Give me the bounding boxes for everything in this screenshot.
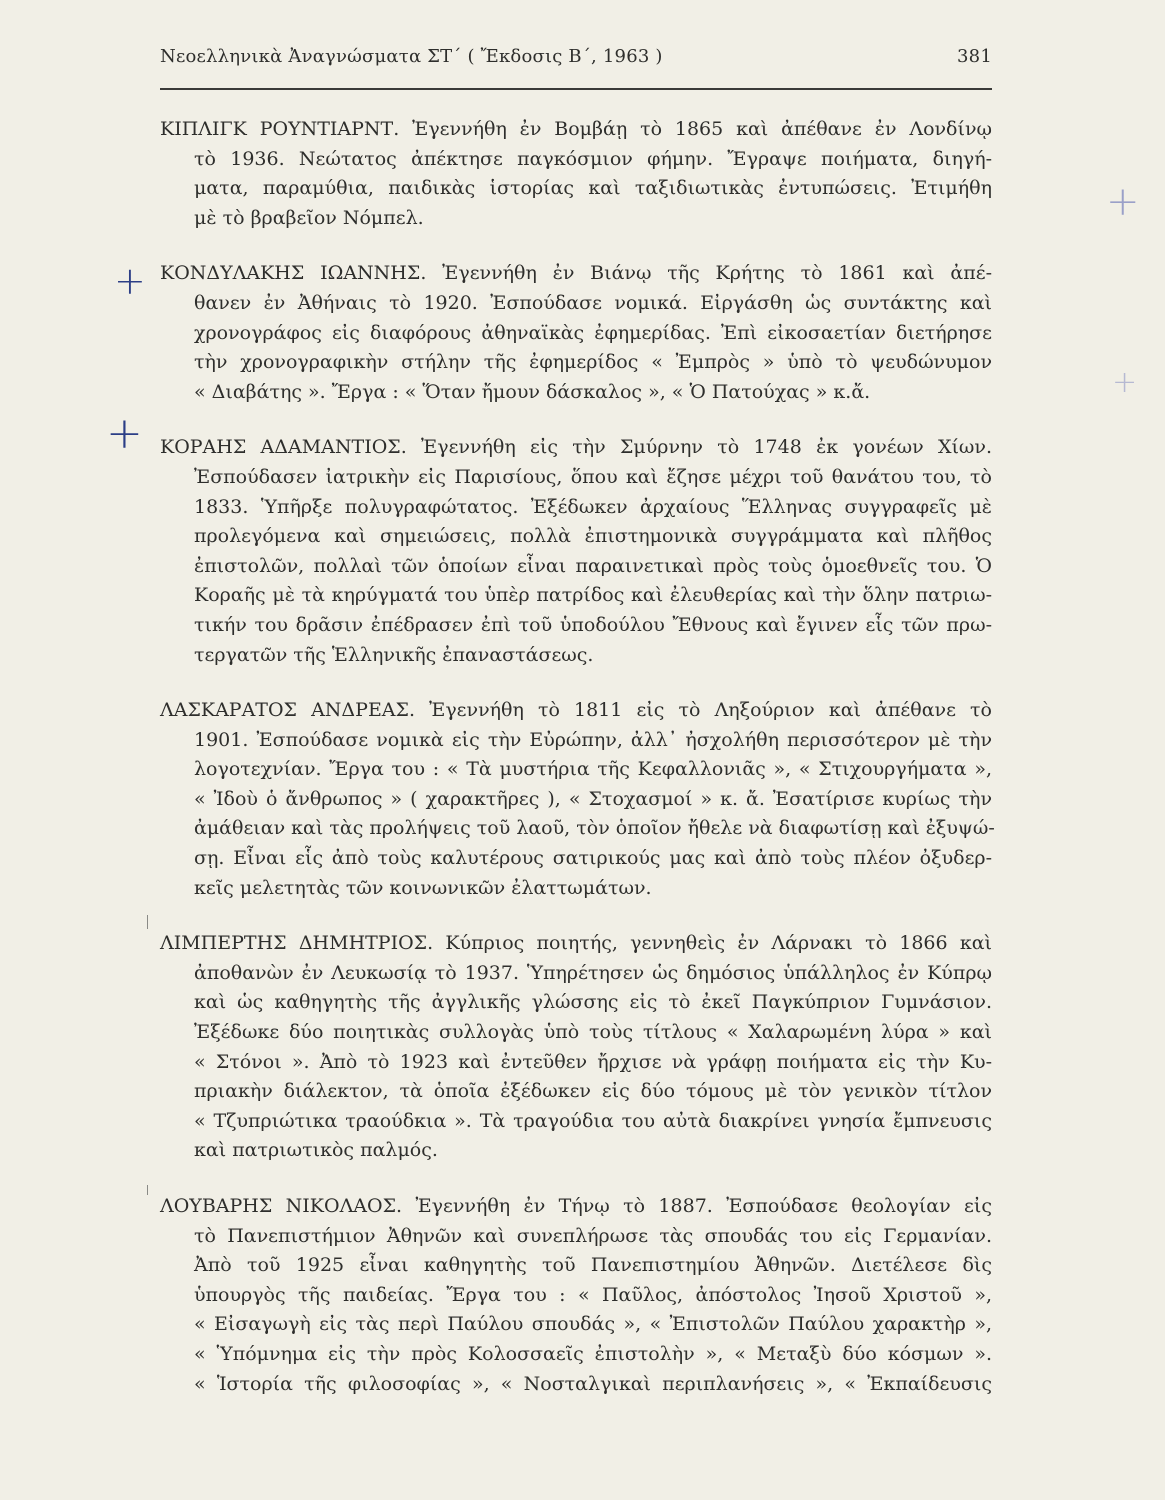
entry-text-line: κεῖς μελετητὰς τῶν κοινωνικῶν ἐλαττωμάτων. <box>194 876 652 899</box>
entry-text-line: « Τζυπριώτικα τραούδκια ». Τὰ τραγούδια του αὐτὰ διακρίνει γνησία ἔμπνευσις <box>194 1109 992 1132</box>
entry-text-line: πριακὴν διάλεκτον, τὰ ὁποῖα ἐξέδωκεν εἰς δύο τόμους μὲ τὸν γενικὸν τίτλον <box>194 1080 992 1103</box>
entry-text-line: τὸ Πανεπιστήμιον Ἀθηνῶν καὶ συνεπλήρωσε τὰς σπουδάς του εἰς Γερμανίαν. <box>194 1224 992 1247</box>
biography-entry <box>160 1192 992 1399</box>
entry-text-line: Ἀπὸ τοῦ 1925 εἶναι καθηγητὴς τοῦ Πανεπιστημίου Ἀθηνῶν. Διετέλεσε δὶς <box>194 1254 992 1277</box>
entry-text-line: « Διαβάτης ». Ἔργα : « Ὅταν ἤμουν δάσκαλος », « Ὁ Πατούχας » κ.ἄ. <box>194 380 871 403</box>
entry-text-line: θανεν ἐν Ἀθήναις τὸ 1920. Ἐσπούδασε νομικά. Εἰργάσθη ὡς συντάκτης καὶ <box>194 291 992 314</box>
entry-heading-line: ΛΟΥΒΑΡΗΣ ΝΙΚΟΛΑΟΣ. Ἐγεννήθη ἐν Τήνῳ τὸ 1887. Ἐσπούδασε θεολογίαν εἰς <box>160 1195 992 1217</box>
biography-entry <box>160 929 992 1166</box>
biography-entry <box>160 696 995 903</box>
entry-text-line: Ἐξέδωκε δύο ποιητικὰς συλλογὰς ὑπὸ τοὺς τίτλους « Χαλαρωμένη λύρα » καὶ <box>194 1021 992 1044</box>
margin-tick <box>147 1185 148 1195</box>
faint-bleed-through-mark: + <box>1112 365 1138 400</box>
entry-text-line: ὑπουργὸς τῆς παιδείας. Ἔργα του : « Παῦλος, ἀπόστολος Ἰησοῦ Χριστοῦ », <box>194 1283 992 1306</box>
entry-text-line: σῃ. Εἶναι εἷς ἀπὸ τοὺς καλυτέρους σατιρικούς μας καὶ ἀπὸ τοὺς πλέον ὀξυδερ- <box>194 847 992 870</box>
header-rule <box>160 88 992 90</box>
running-title: Νεοελληνικὰ Ἀναγνώσματα ΣΤ΄ ( Ἔκδοσις Β΄, 1963 ) <box>160 46 663 67</box>
entry-text-line: τικήν του δρᾶσιν ἐπέδρασεν ἐπὶ τοῦ ὑποδούλου Ἔθνους καὶ ἔγινεν εἷς τῶν πρω- <box>194 613 992 636</box>
entry-text-line: τὸ 1936. Νεώτατος ἀπέκτησε παγκόσμιον φήμην. Ἔγραψε ποιήματα, διηγή- <box>194 147 992 170</box>
entry-text-line: « Ἱστορία τῆς φιλοσοφίας », « Νοσταλγικαὶ περιπλανήσεις », « Ἐκπαίδευσις <box>194 1372 992 1395</box>
entry-text-line: καὶ ὡς καθηγητὴς τῆς ἀγγλικῆς γλώσσης εἰς τὸ ἐκεῖ Παγκύπριον Γυμνάσιον. <box>194 991 992 1014</box>
entry-text-line: χρονογράφος εἰς διαφόρους ἀθηναϊκὰς ἐφημερίδας. Ἐπὶ εἰκοσαετίαν διετήρησε <box>194 321 992 344</box>
entry-text-line: « Ἰδοὺ ὁ ἄνθρωπος » ( χαρακτῆρες ), « Στοχασμοί » κ. ἄ. Ἐσατίρισε κυρίως τὴν <box>194 787 992 810</box>
entry-text-line: ἀποθανὼν ἐν Λευκωσίᾳ τὸ 1937. Ὑπηρέτησεν ὡς δημόσιος ὑπάλληλος ἐν Κύπρῳ <box>194 961 992 984</box>
entry-text-line: προλεγόμενα καὶ σημειώσεις, πολλὰ ἐπιστημονικὰ συγγράμματα καὶ πλῆθος <box>194 525 992 548</box>
handwritten-plus-mark: + <box>114 259 146 303</box>
entry-text-line: « Ὑπόμνημα εἰς τὴν πρὸς Κολοσσαεῖς ἐπιστολὴν », « Μεταξὺ δύο κόσμων ». <box>194 1342 992 1365</box>
entry-text-line: 1833. Ὑπῆρξε πολυγραφώτατος. Ἐξέδωκεν ἀρχαίους Ἕλληνας συγγραφεῖς μὲ <box>194 495 992 518</box>
entry-text-line: ματα, παραμύθια, παιδικὰς ἱστορίας καὶ ταξιδιωτικὰς ἐντυπώσεις. Ἐτιμήθη <box>194 177 992 200</box>
biography-entry <box>160 433 992 670</box>
faint-bleed-through-mark: + <box>1106 179 1140 225</box>
entry-heading-line: ΚΙΠΛΙΓΚ ΡΟΥΝΤΙΑΡΝΤ. Ἐγεννήθη ἐν Βομβάῃ τὸ 1865 καὶ ἀπέθανε ἐν Λονδίνῳ <box>160 118 992 140</box>
running-header <box>160 46 992 67</box>
entry-text-line: λογοτεχνίαν. Ἔργα του : « Τὰ μυστήρια τῆς Κεφαλλονιᾶς », « Στιχουργήματα », <box>194 758 992 781</box>
biography-entry <box>160 115 992 233</box>
entry-text-line: μὲ τὸ βραβεῖον Νόμπελ. <box>194 206 424 229</box>
margin-tick <box>147 915 148 929</box>
entry-text-line: ἐπιστολῶν, πολλαὶ τῶν ὁποίων εἶναι παραινετικαὶ πρὸς τοὺς ὁμοεθνεῖς του. Ὁ <box>194 554 992 577</box>
entry-text-line: 1901. Ἐσπούδασε νομικὰ εἰς τὴν Εὐρώπην, ἀλλ᾿ ἠσχολήθη περισσότερον μὲ τὴν <box>194 728 992 751</box>
entry-heading-line: ΛΙΜΠΕΡΤΗΣ ΔΗΜΗΤΡΙΟΣ. Κύπριος ποιητής, γεννηθεὶς ἐν Λάρνακι τὸ 1866 καὶ <box>160 932 992 955</box>
entry-heading-line: ΚΟΡΑΗΣ ΑΔΑΜΑΝΤΙΟΣ. Ἐγεννήθη εἰς τὴν Σμύρνην τὸ 1748 ἐκ γονέων Χίων. <box>160 436 992 459</box>
entry-text-line: τὴν χρονογραφικὴν στήλην τῆς ἐφημερίδος « Ἐμπρὸς » ὑπὸ τὸ ψευδώνυμον <box>194 351 992 374</box>
entry-heading-line: ΛΑΣΚΑΡΑΤΟΣ ΑΝΔΡΕΑΣ. Ἐγεννήθη τὸ 1811 εἰς τὸ Ληξούριον καὶ ἀπέθανε τὸ <box>160 699 992 722</box>
page-number: 381 <box>957 46 992 67</box>
entry-text-line: Κοραῆς μὲ τὰ κηρύγματά του ὑπὲρ πατρίδος καὶ ἐλευθερίας καὶ τὴν ὅλην πατριω- <box>194 584 992 607</box>
entry-text-line: Ἐσπούδασεν ἰατρικὴν εἰς Παρισίους, ὅπου καὶ ἔζησε μέχρι τοῦ θανάτου του, τὸ <box>194 465 992 488</box>
biography-entry <box>160 259 992 407</box>
entry-text-line: « Εἰσαγωγὴ εἰς τὰς περὶ Παύλου σπουδάς », « Ἐπιστολῶν Παύλου χαρακτὴρ », <box>194 1313 992 1336</box>
entry-text-line: ἀμάθειαν καὶ τὰς προλήψεις τοῦ λαοῦ, τὸν ὁποῖον ἤθελε νὰ διαφωτίσῃ καὶ ἐξυψώ- <box>194 817 995 840</box>
entry-heading-line: ΚΟΝΔΥΛΑΚΗΣ ΙΩΑΝΝΗΣ. Ἐγεννήθη ἐν Βιάνῳ τῆς Κρήτης τὸ 1861 καὶ ἀπέ- <box>160 262 992 285</box>
biography-entries <box>160 115 995 1425</box>
entry-text-line: τεργατῶν τῆς Ἑλληνικῆς ἐπαναστάσεως. <box>194 643 594 666</box>
entry-text-line: καὶ πατριωτικὸς παλμός. <box>194 1139 438 1162</box>
handwritten-plus-mark: + <box>106 408 143 459</box>
entry-text-line: « Στόνοι ». Ἀπὸ τὸ 1923 καὶ ἐντεῦθεν ἤρχισε νὰ γράφῃ ποιήματα εἰς τὴν Κυ- <box>194 1050 992 1073</box>
